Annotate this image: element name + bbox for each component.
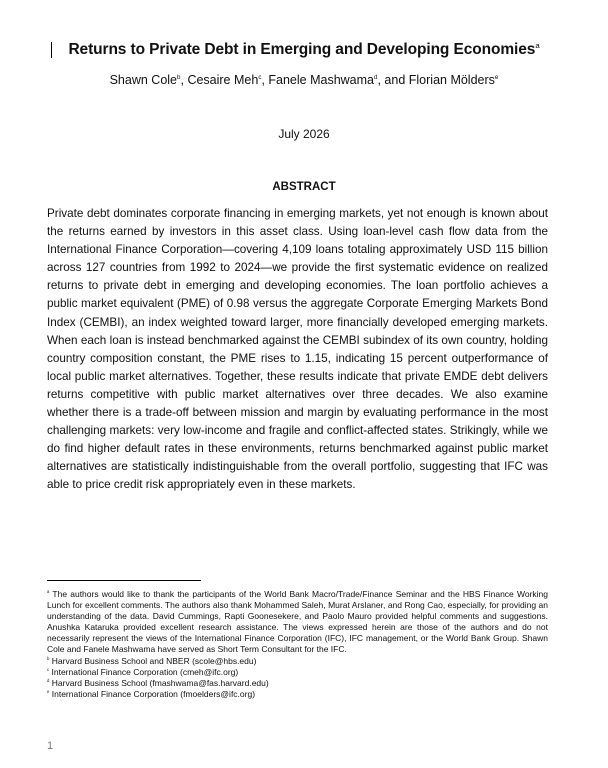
footnote-item: [47, 678, 548, 689]
footnote-item: [47, 589, 548, 656]
author-separator: , and: [377, 73, 409, 87]
footnotes: [47, 589, 548, 700]
page-number: 1: [47, 740, 54, 752]
title-footnote-mark: a: [535, 40, 540, 50]
author-separator: ,: [180, 73, 188, 87]
author-name: Cesaire Meh: [187, 73, 259, 87]
author-name: Shawn Cole: [109, 73, 177, 87]
author-footnote-mark: e: [494, 73, 499, 81]
author-separator: ,: [261, 73, 269, 87]
abstract-body: Private debt dominates corporate financing in emerging markets, yet not enough is known about the returns earned by investors in this asset class. Using loan-level cash flow data from the International Finance Corporation—covering 4,109 loans totaling approximately USD 115 billion across 127 countries from 1992 to 2024—we provide the first systematic evidence on realized returns to private debt in emerging and developing economies. The loan portfolio achieves a public market equivalent (PME) of 0.98 versus the aggregate Corporate Emerging Markets Bond Index (CEMBI), an index weighted toward larger, more financially developed emerging markets. When each loan is instead benchmarked against the CEMBI subindex of its own country, holding country composition constant, the PME rises to 1.15, indicating 15 percent outperformance of local public market alternatives. Together, these results indicate that private EMDE debt delivers returns competitive with public market alternatives over three decades. We also examine whether there is a trade-off between mission and margin by evaluating performance in the most challenging markets: very low-income and fragile and conflict-affected states. Strikingly, while we do find higher default rates in these environments, returns benchmarked against public market alternatives are statistically indistinguishable from the overall portfolio, suggesting that IFC was able to price credit risk appropriately even in these markets.: [47, 207, 548, 492]
author-name: Fanele Mashwama: [268, 73, 374, 87]
abstract-heading: ABSTRACT: [272, 181, 336, 193]
author-list: [0, 73, 608, 87]
footnote-item: [47, 667, 548, 678]
author-name: Florian Mölders: [408, 73, 495, 87]
footnote-mark: b: [47, 655, 50, 661]
author-footnote-mark: c: [258, 73, 262, 81]
paper-title-text: Returns to Private Debt in Emerging and Developing Economies: [68, 41, 536, 58]
footnote-mark: e: [47, 689, 50, 695]
publication-date: July 2026: [278, 127, 330, 141]
footnote-mark: a: [47, 589, 50, 595]
footnote-item: [47, 689, 548, 700]
footnote-item: [47, 656, 548, 667]
footnote-mark: d: [47, 677, 50, 683]
footnote-divider: [47, 580, 201, 581]
footnote-text: The authors would like to thank the participants of the World Bank Macro/Trade/Finance Seminar and the HBS Finance Working Lunch for excellent comments. The authors also thank Mohammed Saleh, Murat Arslaner, and Rong Cao, especially, for providing an understanding of the data. David Cummings, Rapti Goonesekere, and Paolo Mauro provided helpful comments and suggestions. Anushka Kataruka provided excellent research assistance. The views expressed herein are those of the authors and do not necessarily represent the views of the International Finance Corporation (IFC), IFC management, or the World Bank Group. Shawn Cole and Fanele Mashwama have served as Short Term Consultant for the IFC.: [47, 589, 548, 655]
author-footnote-mark: d: [374, 73, 378, 81]
footnote-text: International Finance Corporation (fmoelders@ifc.org): [51, 688, 256, 699]
author-footnote-mark: b: [177, 73, 181, 81]
footnote-text: Harvard Business School and NBER (scole@hbs.edu): [51, 655, 257, 666]
footnote-mark: c: [47, 666, 50, 672]
footnote-text: Harvard Business School (fmashwama@fas.harvard.edu): [51, 677, 269, 688]
paper-title: [0, 41, 608, 59]
footnote-text: International Finance Corporation (cmeh@ifc.org): [51, 666, 239, 677]
